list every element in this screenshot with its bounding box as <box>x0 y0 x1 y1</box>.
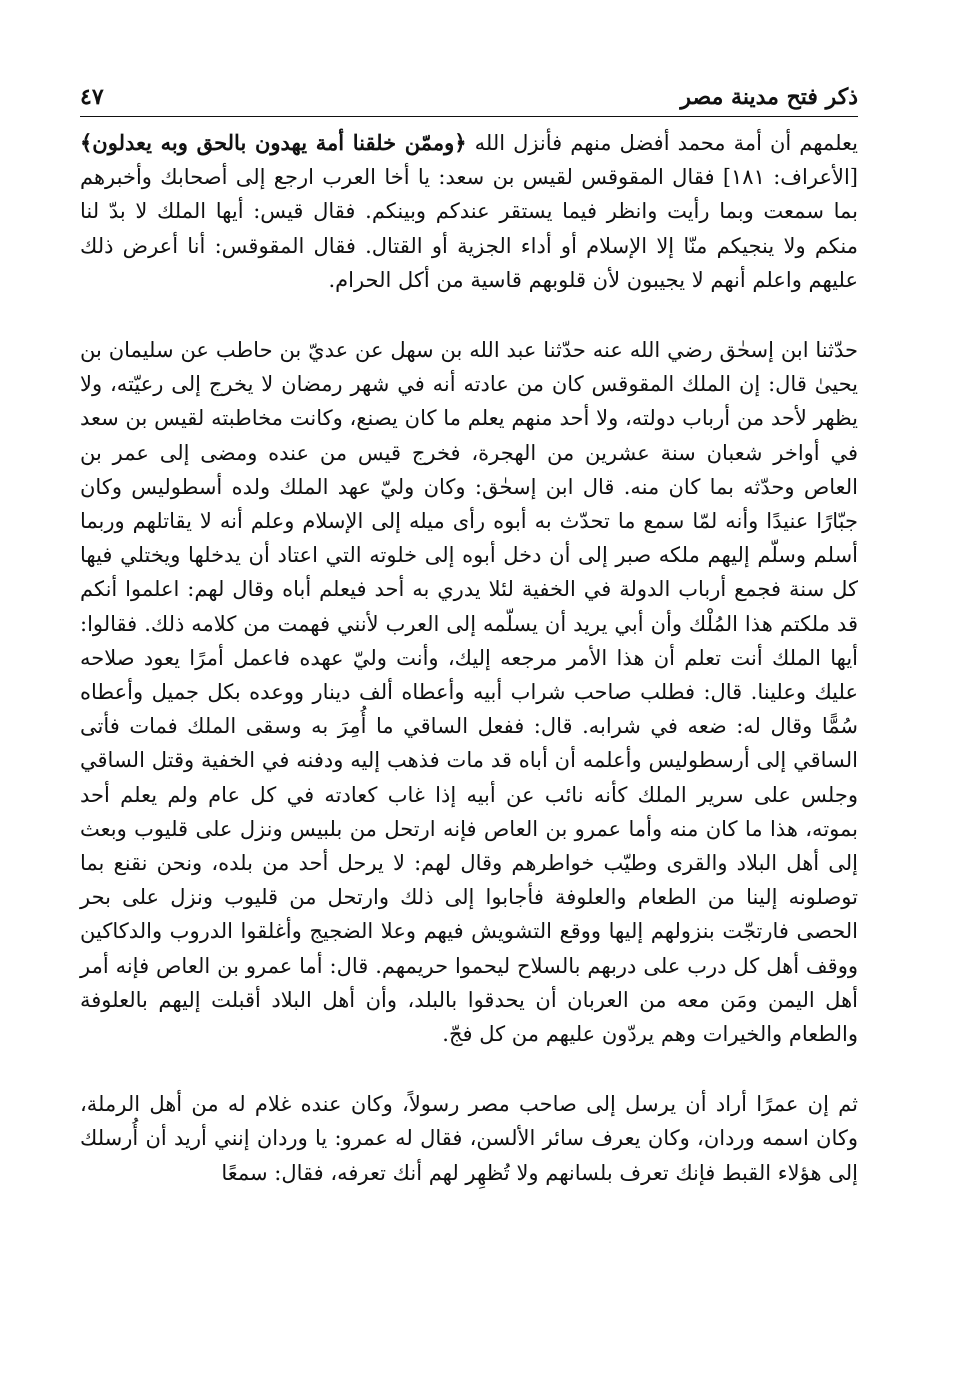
running-header <box>80 84 858 114</box>
chapter-title: ذكر فتح مدينة مصر <box>680 84 858 110</box>
quran-verse: ﴿وممّن خلقنا أمة يهدون بالحق وبه يعدلون﴾ <box>80 130 467 155</box>
page-body <box>80 126 858 1190</box>
header-rule <box>80 116 858 117</box>
paragraph-1 <box>80 126 858 297</box>
page-number: ٤٧ <box>80 84 104 110</box>
paragraph-1-rest: [الأعراف: ١٨١] فقال المقوقس لقيس بن سعد: يا أخا العرب ارجع إلى أصحابك وأخبرهم بما سمعت وبما رأيت وانظر فيما يستقر عندكم وبينكم. فقال قيس: أيها الملك لا بدّ لنا منكم ولا ينجيكم منّا إلا الإسلام أو أداء الجزية أو القتال. فقال المقوقس: أنا أعرض ذلك عليهم واعلم أنهم لا يجيبون لأن قلوبهم قاسية من أكل الحرام. <box>80 165 859 292</box>
paragraph-3: ثم إن عمرًا أراد أن يرسل إلى صاحب مصر رسولاً، وكان عنده غلام له من أهل الرملة، وكان اسمه وردان، وكان يعرف سائر الألسن، فقال له عمرو: يا وردان إنني أريد أن أُرسلك إلى هؤلاء القبط فإنك تعرف بلسانهم ولا تُظهِر لهم أنك تعرفه، فقال: سمعًا <box>80 1092 858 1185</box>
paragraph-2: حدّثنا ابن إسحٰق رضي الله عنه حدّثنا عبد الله بن سهل عن عديّ بن حاطب عن سليمان بن يحيىٰ قال: إن الملك المقوقس كان من عادته أنه في شهر رمضان لا يخرج إلى رعيّته، ولا يظهر لأحد من أرباب دولته، ولا أحد منهم يعلم ما كان يصنع، وكانت مخاطبته لقيس بن سعد في أواخر شعبان سنة عشرين من الهجرة، فخرج قيس من عنده ومضى إلى عمر بن العاص وحدّثه بما كان منه. قال ابن إسحٰق: وكان وليّ عهد الملك ولده أسطوليس وكان جبّارًا عنيدًا وأنه لمّا سمع ما تحدّث به أبوه رأى ميله إلى الإسلام وعلم أنه لا يقاتلهم وربما أسلم وسلّم إليهم ملكه صبر إلى أن دخل أبوه إلى خلوته التي اعتاد أن يدخلها ويختلي فيها كل سنة فجمع أرباب الدولة في الخفية لئلا يدري به أحد فيعلم أباه وقال لهم: اعلموا أنكم قد ملكتم هذا المُلْك وأن أبي يريد أن يسلّمه إلى العرب لأنني فهمت من كلامه ذلك. فقالوا: أيها الملك أنت تعلم أن هذا الأمر مرجعه إليك، وأنت وليّ عهده فاعمل أمرًا يعود صلاحه عليك وعلينا. قال: فطلب صاحب شراب أبيه وأعطاه ألف دينار ووعده بكل جميل وأعطاه سُمًّا وقال له: ضعه في شرابه. قال: ففعل الساقي ما أُمِرَ به وسقى الملك فمات فأتى الساقي إلى أرسطوليس وأعلمه أن أباه قد مات فذهب إليه ودفنه في الخفية وقتل الساقي وجلس على سرير الملك كأنه نائب عن أبيه إذا غاب كعادته في كل عام ولم يعلم أحد بموته، هذا ما كان منه وأما عمرو بن العاص فإنه ارتحل من بلبيس ونزل على قليوب وبعث إلى أهل البلاد والقرى وطيّب خواطرهم وقال لهم: لا يرحل أحد من بلده، ونحن نقنع بما توصلونه إلينا من الطعام والعلوفة فأجابوا إلى ذلك وارتحل من قليوب ونزل على بحر الحصى فارتجّت بنزولهم إليها ووقع التشويش فيهم وعلا الضجيج وأغلقوا الدروب والدكاكين ووقف أهل كل درب على دربهم بالسلاح ليحموا حريمهم. قال: أما عمرو بن العاص فإنه أمر أهل اليمن ومَن معه من العربان أن يحدقوا بالبلد، وأن أهل البلاد أقبلت إليهم بالعلوفة والطعام والخيرات وهم يردّون عليهم من كل فجّ. <box>80 338 858 1047</box>
paragraph-1-intro: يعلمهم أن أمة محمد أفضل منهم فأنزل الله <box>466 131 858 155</box>
